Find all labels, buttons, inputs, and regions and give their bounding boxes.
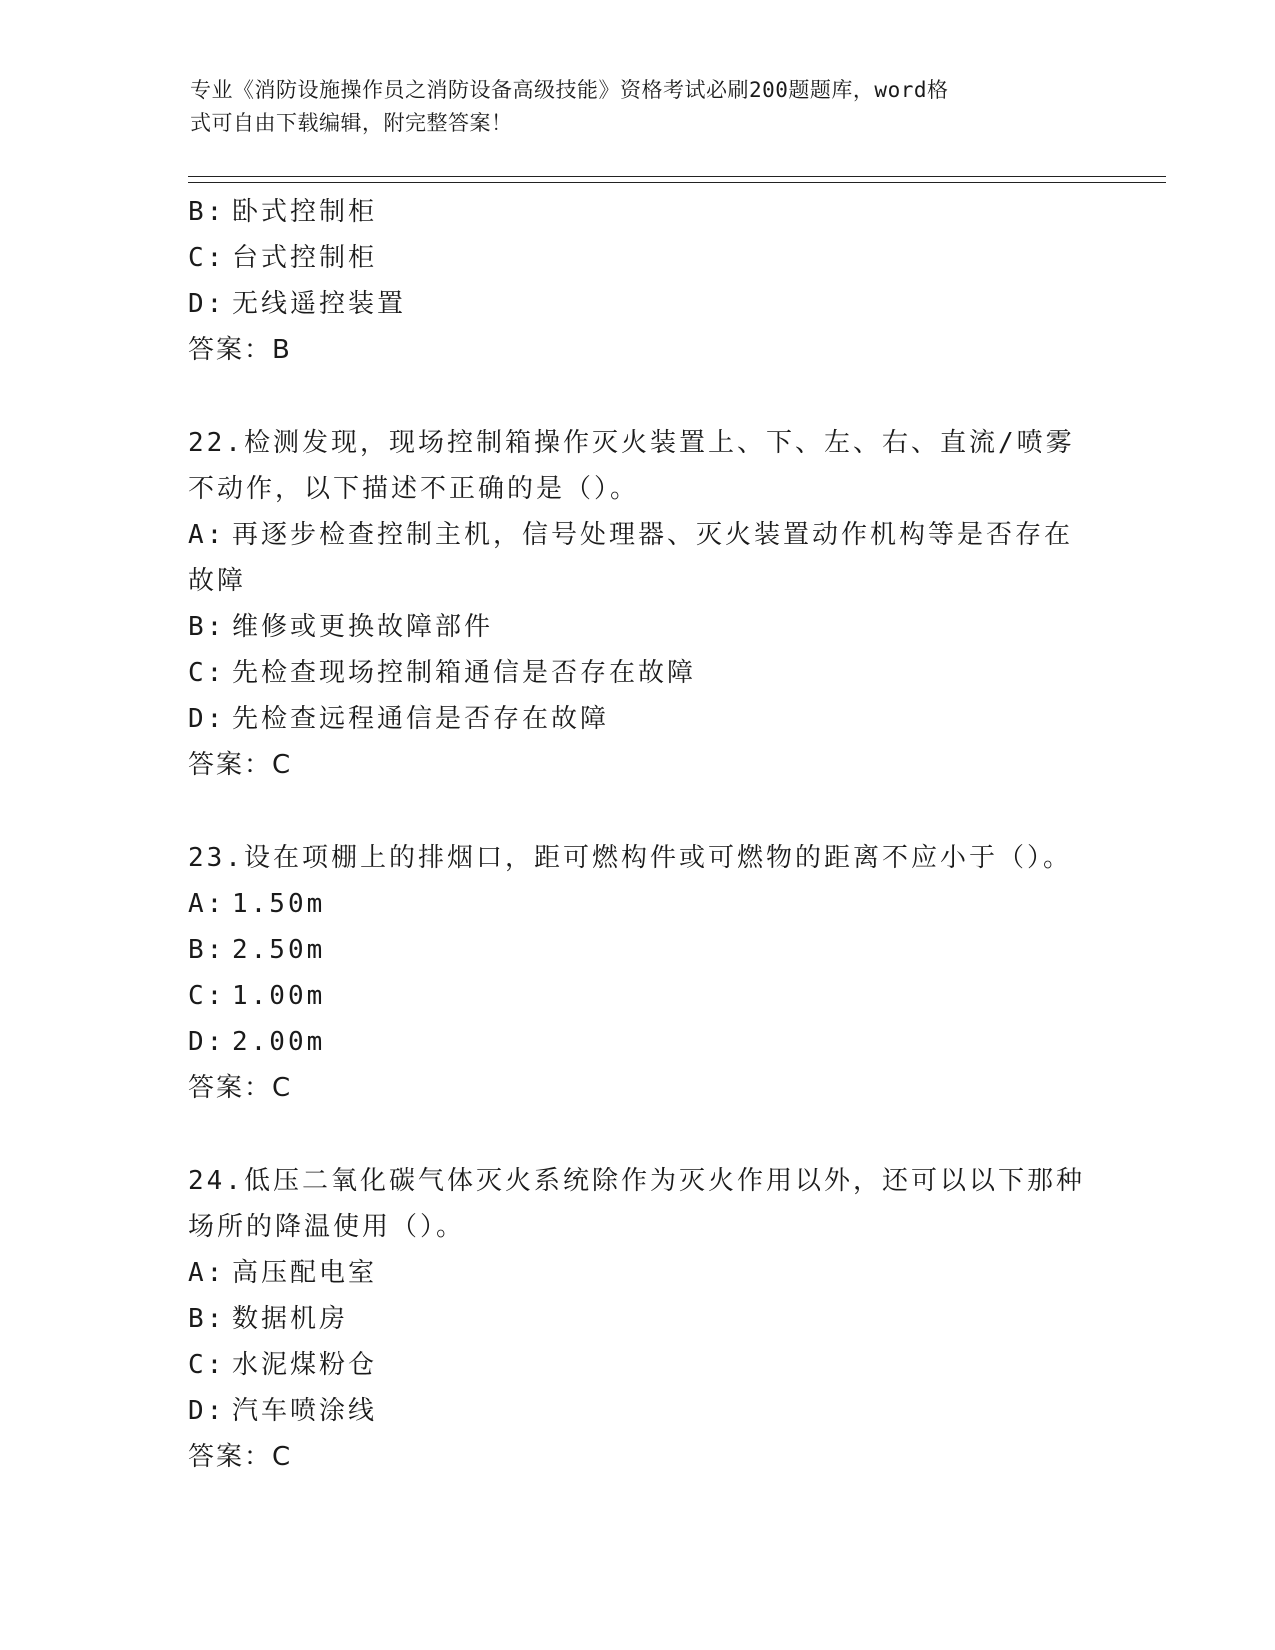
option-c bbox=[188, 1342, 1088, 1388]
option-a bbox=[188, 1250, 1088, 1296]
header-divider-top bbox=[188, 176, 1166, 177]
option-text: 先检查现场控制箱通信是否存在故障 bbox=[232, 658, 697, 688]
option-text: 1.50m bbox=[232, 889, 326, 919]
answer-line: 答案：C bbox=[188, 1073, 293, 1103]
option-text: 再逐步检查控制主机，信号处理器、灭火装置动作机构等是否存在 bbox=[232, 520, 1074, 550]
option-c bbox=[188, 973, 1088, 1019]
question-stem-line-2: 场所的降温使用（）。 bbox=[188, 1212, 466, 1242]
option-b bbox=[188, 1296, 1088, 1342]
option-key: C: bbox=[188, 658, 226, 688]
header-divider-bottom bbox=[188, 182, 1166, 183]
option-text: 台式控制柜 bbox=[232, 243, 378, 273]
option-key: C: bbox=[188, 243, 226, 273]
option-text: 1.00m bbox=[232, 981, 326, 1011]
option-text: 水泥煤粉仓 bbox=[232, 1350, 378, 1380]
header-line-1: 专业《消防设施操作员之消防设备高级技能》资格考试必刷200题题库，word格 bbox=[190, 78, 949, 102]
question-23 bbox=[188, 835, 1088, 1111]
option-key: D: bbox=[188, 1027, 226, 1057]
option-text: 卧式控制柜 bbox=[232, 197, 378, 227]
option-key: B: bbox=[188, 1304, 226, 1334]
option-key: B: bbox=[188, 935, 226, 965]
option-d bbox=[188, 696, 1088, 742]
option-key: D: bbox=[188, 704, 226, 734]
option-key: A: bbox=[188, 889, 226, 919]
option-text: 高压配电室 bbox=[232, 1258, 378, 1288]
question-stem-line-1: 23.设在项棚上的排烟口，距可燃构件或可燃物的距离不应小于（）。 bbox=[188, 843, 1072, 873]
question-stem-line-1: 24.低压二氧化碳气体灭火系统除作为灭火作用以外，还可以以下那种 bbox=[188, 1166, 1085, 1196]
option-text: 维修或更换故障部件 bbox=[232, 612, 494, 642]
answer-line: 答案：C bbox=[188, 750, 293, 780]
option-key: D: bbox=[188, 1396, 226, 1426]
option-text: 汽车喷涂线 bbox=[232, 1396, 378, 1426]
option-text: 先检查远程通信是否存在故障 bbox=[232, 704, 610, 734]
option-key: C: bbox=[188, 981, 226, 1011]
option-key: A: bbox=[188, 1258, 226, 1288]
option-c bbox=[188, 650, 1088, 696]
question-21-tail bbox=[188, 189, 1088, 373]
option-b bbox=[188, 927, 1088, 973]
question-content bbox=[188, 189, 1088, 1480]
option-key: B: bbox=[188, 612, 226, 642]
document-header bbox=[190, 74, 1090, 140]
option-key: C: bbox=[188, 1350, 226, 1380]
option-b bbox=[188, 189, 1088, 235]
answer-line: 答案：C bbox=[188, 1442, 293, 1472]
option-text: 数据机房 bbox=[232, 1304, 349, 1334]
option-text: 2.50m bbox=[232, 935, 326, 965]
option-text: 2.00m bbox=[232, 1027, 326, 1057]
option-key: A: bbox=[188, 520, 226, 550]
option-a bbox=[188, 512, 1088, 558]
question-stem-line-2: 不动作，以下描述不正确的是（）。 bbox=[188, 474, 640, 504]
option-a bbox=[188, 881, 1088, 927]
option-b bbox=[188, 604, 1088, 650]
option-key: D: bbox=[188, 289, 226, 319]
question-22 bbox=[188, 420, 1088, 788]
option-text: 无线遥控装置 bbox=[232, 289, 407, 319]
header-line-2: 式可自由下载编辑，附完整答案！ bbox=[190, 111, 513, 135]
question-stem-line-1: 22.检测发现，现场控制箱操作灭火装置上、下、左、右、直流/喷雾 bbox=[188, 428, 1075, 458]
question-24 bbox=[188, 1158, 1088, 1480]
option-a-continuation: 故障 bbox=[188, 566, 247, 596]
option-key: B: bbox=[188, 197, 226, 227]
option-c bbox=[188, 235, 1088, 281]
option-d bbox=[188, 281, 1088, 327]
option-d bbox=[188, 1388, 1088, 1434]
answer-line: 答案：B bbox=[188, 335, 292, 365]
option-d bbox=[188, 1019, 1088, 1065]
